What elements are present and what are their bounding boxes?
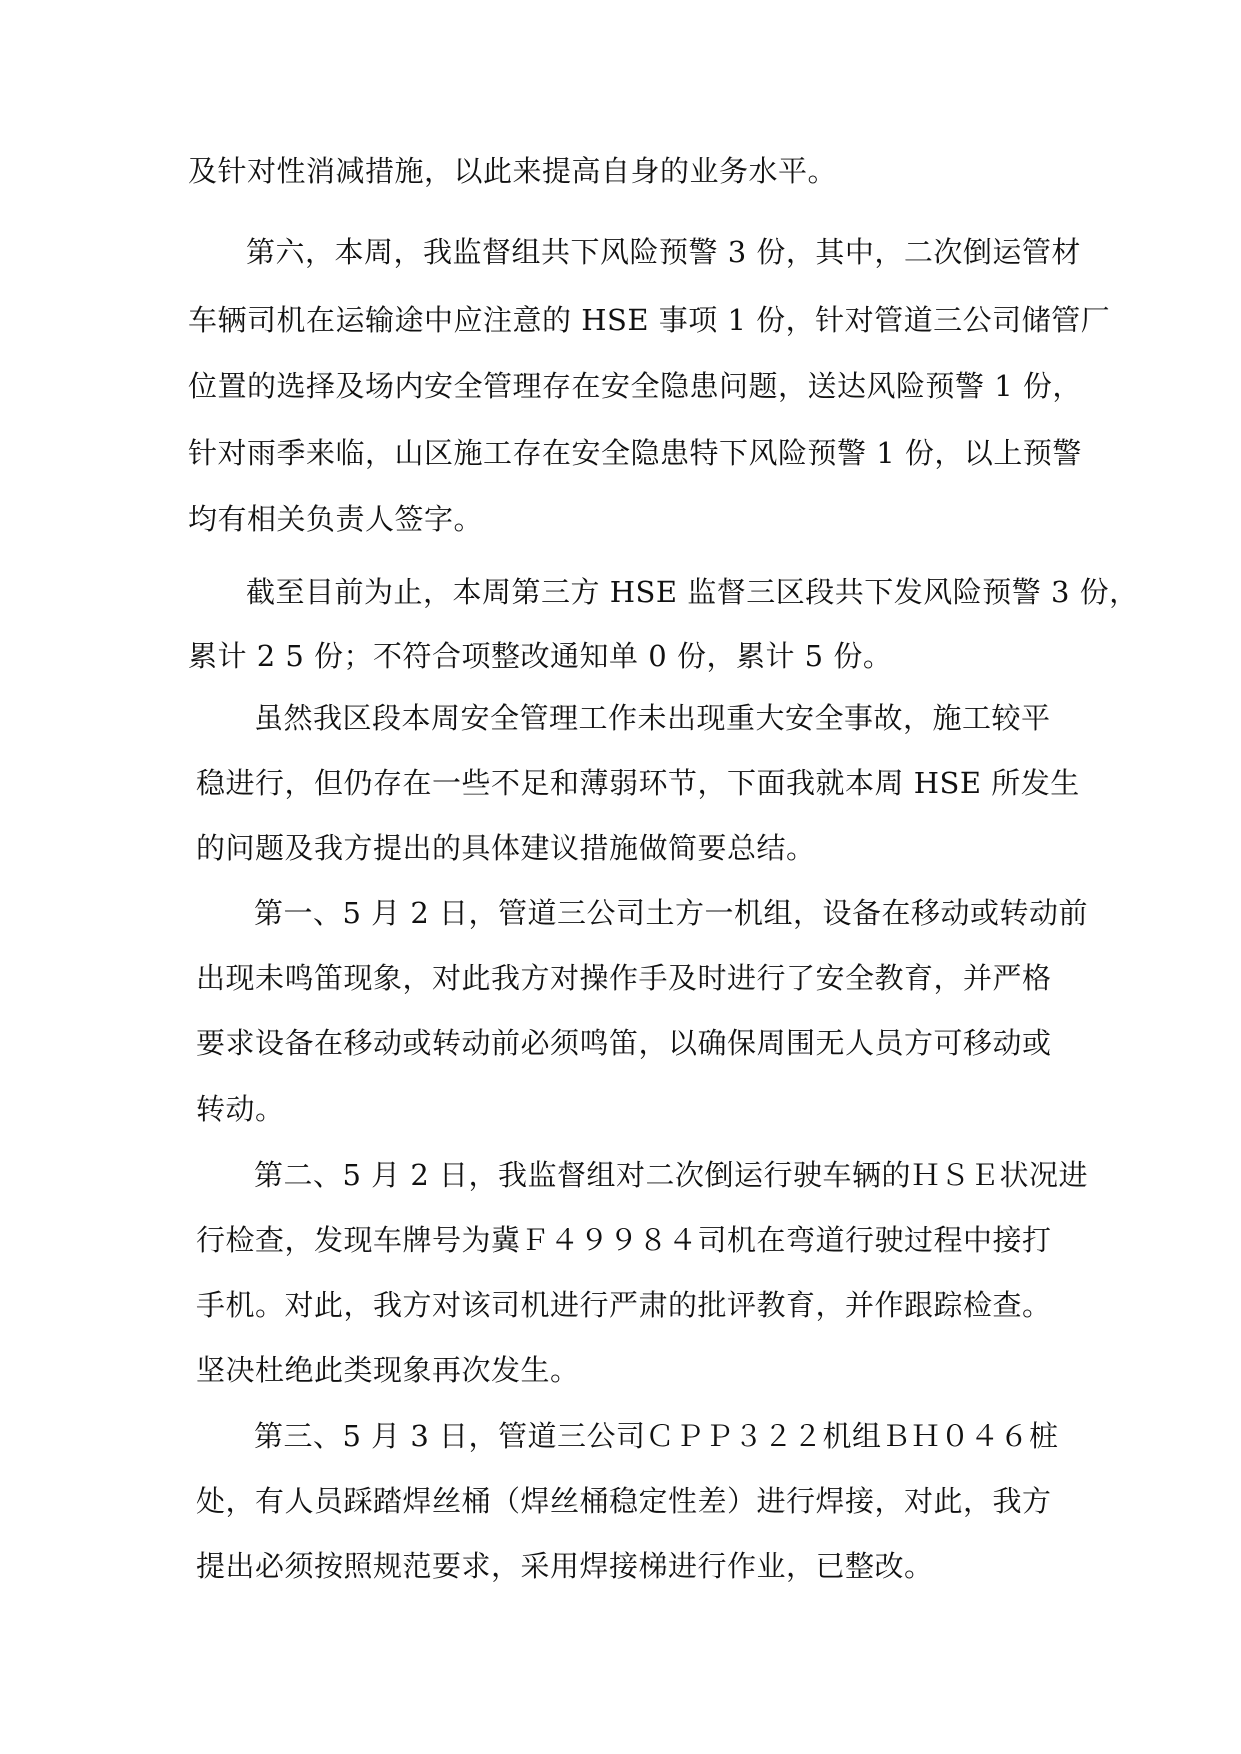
text-line: 累计 2 5 份；不符合项整改通知单 0 份，累计 5 份。 [188, 639, 893, 673]
text-line: 针对雨季来临，山区施工存在安全隐患特下风险预警 1 份，以上预警 [188, 436, 1082, 470]
text-line: 提出必须按照规范要求，采用焊接梯进行作业，已整改。 [196, 1549, 934, 1583]
text-line: 稳进行，但仍存在一些不足和薄弱环节，下面我就本周 HSE 所发生 [196, 766, 1080, 800]
text-line: 均有相关负责人签字。 [188, 502, 484, 536]
text-line: 第一、5 月 2 日，管道三公司土方一机组，设备在移动或转动前 [254, 896, 1089, 930]
text-line: 车辆司机在运输途中应注意的 HSE 事项 1 份，针对管道三公司储管厂 [188, 303, 1111, 337]
text-line: 坚决杜绝此类现象再次发生。 [196, 1353, 580, 1387]
text-line: 手机。对此，我方对该司机进行严肃的批评教育，并作跟踪检查。 [196, 1288, 1052, 1322]
text-line: 出现未鸣笛现象，对此我方对操作手及时进行了安全教育，并严格 [196, 961, 1052, 995]
text-line: 处，有人员踩踏焊丝桶（焊丝桶稳定性差）进行焊接，对此，我方 [196, 1484, 1052, 1518]
text-line: 及针对性消减措施，以此来提高自身的业务水平。 [188, 154, 838, 188]
text-line: 要求设备在移动或转动前必须鸣笛，以确保周围无人员方可移动或 [196, 1026, 1052, 1060]
text-line: 位置的选择及场内安全管理存在安全隐患问题，送达风险预警 1 份， [188, 369, 1082, 403]
text-line: 第二、5 月 2 日，我监督组对二次倒运行驶车辆的ＨＳＥ状况进 [254, 1158, 1089, 1192]
text-line: 第三、5 月 3 日，管道三公司ＣＰＰ３２２机组ＢＨ０４６桩 [254, 1419, 1059, 1453]
text-line: 的问题及我方提出的具体建议措施做简要总结。 [196, 831, 816, 865]
text-line: 虽然我区段本周安全管理工作未出现重大安全事故，施工较平 [254, 701, 1051, 735]
text-line: 行检查，发现车牌号为冀Ｆ４９９８４司机在弯道行驶过程中接打 [196, 1223, 1052, 1257]
text-line: 转动。 [196, 1092, 285, 1126]
text-line: 截至目前为止，本周第三方 HSE 监督三区段共下发风险预警 3 份， [246, 575, 1139, 609]
text-line: 第六，本周，我监督组共下风险预警 3 份，其中，二次倒运管材 [246, 235, 1081, 269]
